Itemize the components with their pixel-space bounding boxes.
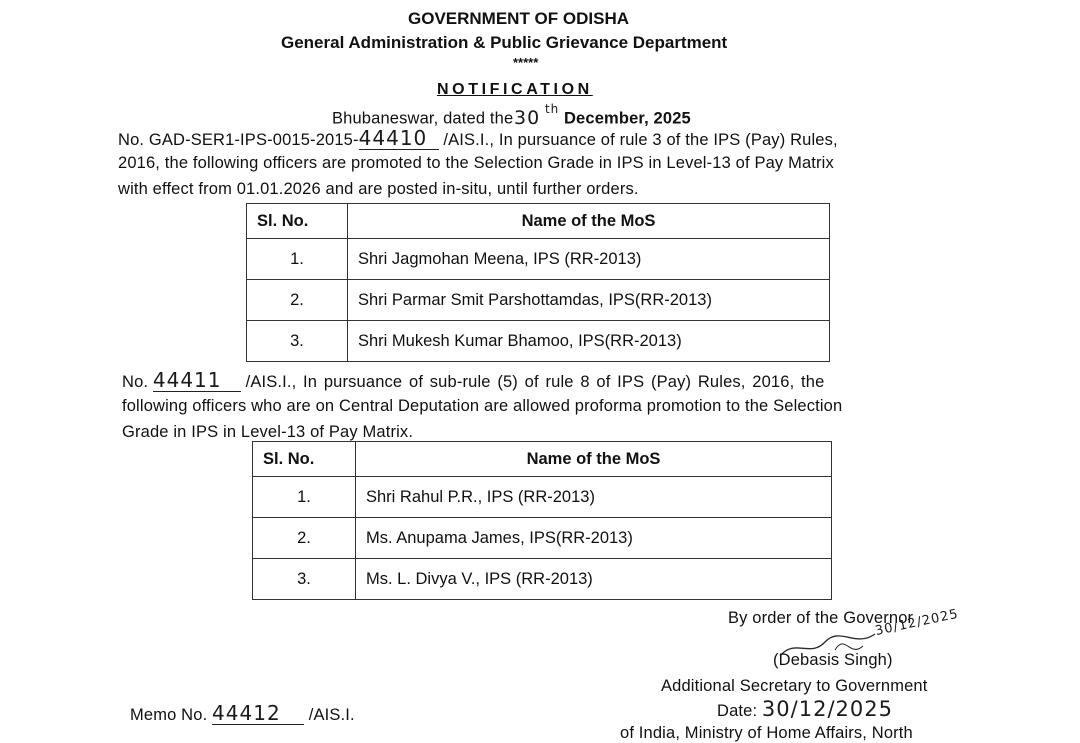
- officer-name-cell: Ms. Anupama James, IPS(RR-2013): [356, 518, 832, 559]
- sl-no-cell: 1.: [253, 477, 356, 518]
- officer-name-cell: Shri Mukesh Kumar Bhamoo, IPS(RR-2013): [348, 321, 830, 362]
- notification1-prefix: No. GAD-SER1-IPS-0015-2015-: [118, 131, 359, 149]
- name-header: Name of the MoS: [348, 204, 830, 239]
- header-stars: *****: [513, 55, 539, 70]
- notification2-prefix: No.: [122, 373, 149, 391]
- memo-cut-line: of India, Ministry of Home Affairs, North: [620, 724, 913, 742]
- table-header-row: [247, 204, 830, 239]
- signatory-name: (Debasis Singh): [773, 651, 893, 669]
- notification1-number: 44410: [359, 128, 439, 150]
- by-order-line: By order of the Governor: [728, 609, 914, 627]
- signature-date: 30/12/2025: [873, 606, 961, 639]
- table-row: [253, 559, 832, 600]
- memo-line: [130, 703, 355, 725]
- sl-no-cell: 2.: [253, 518, 356, 559]
- dateline-month-year: December, 2025: [563, 109, 691, 128]
- notification2-line1: [122, 370, 824, 392]
- notification1-line1-rest: /AIS.I., In pursuance of rule 3 of the IPS (Pay) Rules,: [443, 131, 838, 149]
- table-header-row: [253, 442, 832, 477]
- notification1-line1: [118, 128, 838, 150]
- memo-prefix: Memo No.: [130, 706, 208, 724]
- officers-table-1: [246, 203, 830, 362]
- memo-date-value: 30/12/2025: [761, 697, 893, 721]
- table-row: [253, 477, 832, 518]
- notification2-line1-rest: /AIS.I., In pursuance of sub-rule (5) of rule 8 of IPS (Pay) Rules, 2016, the: [245, 373, 825, 391]
- government-heading: GOVERNMENT OF ODISHA: [408, 9, 630, 28]
- memo-suffix: /AIS.I.: [308, 706, 355, 724]
- sl-no-cell: 3.: [247, 321, 348, 362]
- sl-no-cell: 3.: [253, 559, 356, 600]
- department-heading: General Administration & Public Grievance Department: [281, 33, 728, 52]
- name-header: Name of the MoS: [356, 442, 832, 477]
- notification2-line3: Grade in IPS in Level-13 of Pay Matrix.: [122, 423, 414, 441]
- notification-title: NOTIFICATION: [437, 81, 593, 98]
- sl-no-cell: 2.: [247, 280, 348, 321]
- officer-name-cell: Ms. L. Divya V., IPS (RR-2013): [356, 559, 832, 600]
- memo-date: [717, 697, 893, 721]
- dateline-prefix: Bhubaneswar, dated the: [332, 109, 514, 128]
- notification1-line2: 2016, the following officers are promoted to the Selection Grade in IPS in Level-13 of Pay Matrix: [118, 154, 834, 172]
- table-row: [247, 239, 830, 280]
- table-row: [247, 321, 830, 362]
- sl-no-header: Sl. No.: [247, 204, 348, 239]
- dateline-day: 30: [514, 106, 541, 129]
- notification2-number: 44411: [153, 370, 241, 392]
- signatory-designation: Additional Secretary to Government: [661, 677, 928, 695]
- notification2-line2: following officers who are on Central Deputation are allowed proforma promotion to the Selection: [122, 397, 843, 415]
- table-row: [247, 280, 830, 321]
- memo-number: 44412: [212, 703, 304, 725]
- table-row: [253, 518, 832, 559]
- dateline-superscript: th: [544, 102, 560, 116]
- notification1-line3: with effect from 01.01.2026 and are posted in-situ, until further orders.: [118, 180, 639, 198]
- officer-name-cell: Shri Parmar Smit Parshottamdas, IPS(RR-2013): [348, 280, 830, 321]
- officers-table-2: [252, 441, 832, 600]
- officer-name-cell: Shri Rahul P.R., IPS (RR-2013): [356, 477, 832, 518]
- sl-no-cell: 1.: [247, 239, 348, 280]
- memo-date-label: Date:: [717, 702, 758, 720]
- sl-no-header: Sl. No.: [253, 442, 356, 477]
- officer-name-cell: Shri Jagmohan Meena, IPS (RR-2013): [348, 239, 830, 280]
